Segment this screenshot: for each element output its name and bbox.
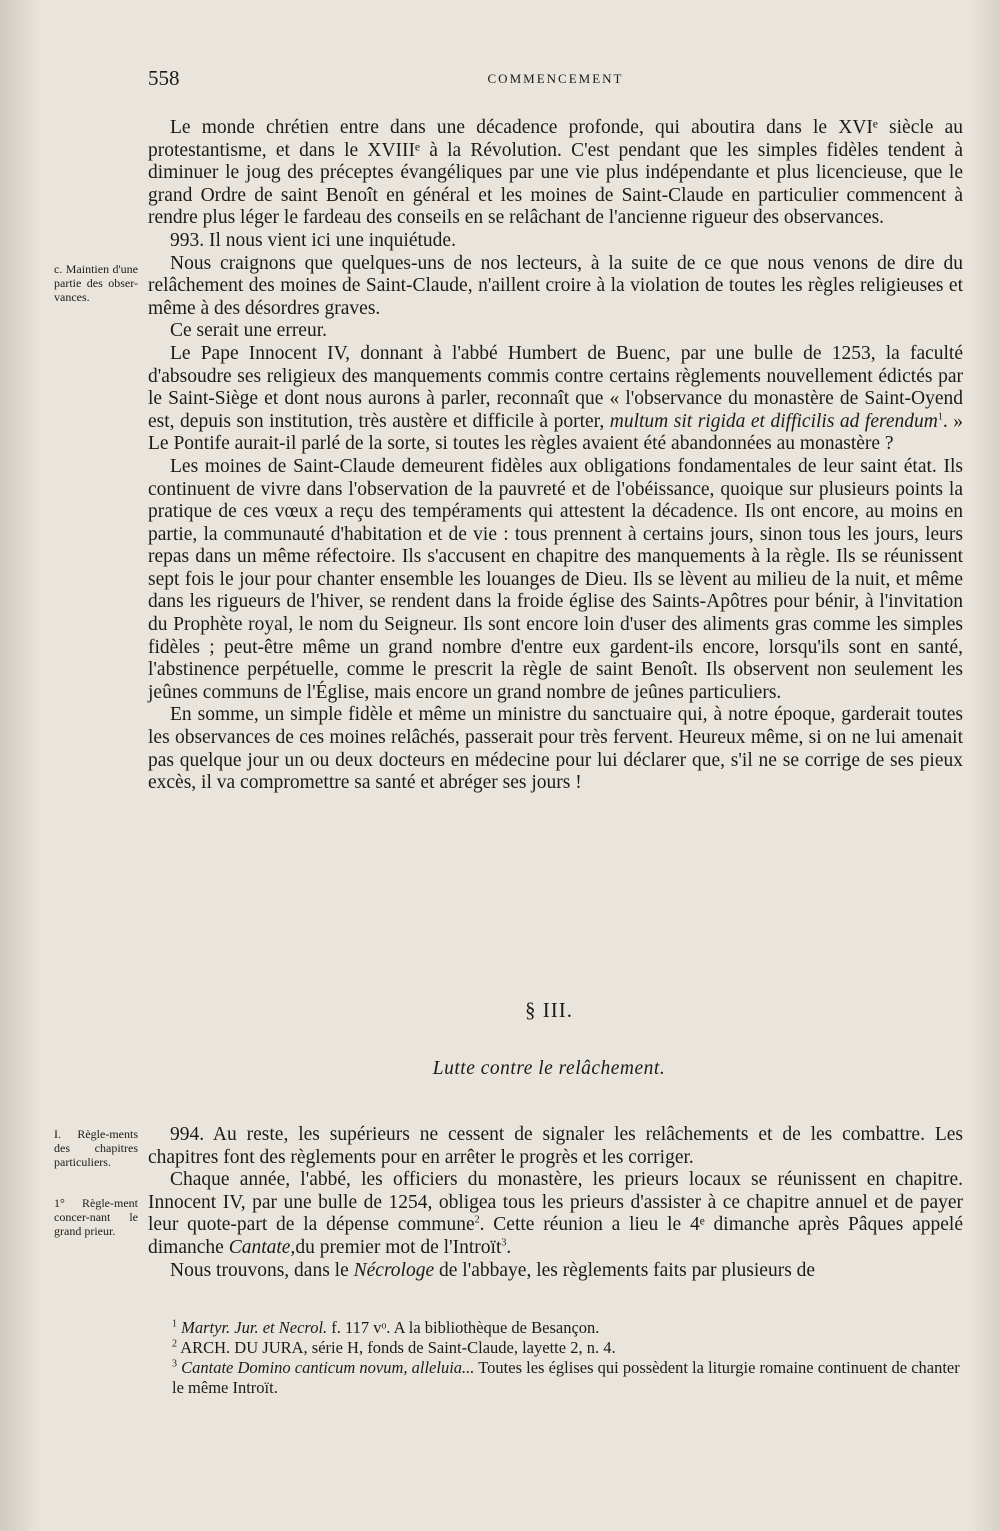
footnote-3 <box>172 1358 967 1398</box>
paragraph <box>148 1260 963 1283</box>
footnotes <box>172 1318 967 1398</box>
footnote-1 <box>172 1318 967 1338</box>
paragraph: Nous craignons que quelques-uns de nos lecteurs, à la suite de ce que nous venons de dire du relâchement des moines de Saint-Claude, n'aillent croire à la violation de toutes les règles religieuses et même à des désordres graves. <box>148 252 963 319</box>
paragraph <box>148 343 963 456</box>
page-number: 558 <box>148 66 180 90</box>
footnote-number: 2 <box>172 1338 177 1350</box>
latin-quote: multum sit rigida et difficilis ad ferendum <box>609 410 938 432</box>
footnote-ref: 2 <box>474 1214 480 1226</box>
text-span: du premier mot de l'Introït <box>295 1236 502 1258</box>
footnote-text: Toutes les églises qui possèdent la liturgie romaine continuent de chanter le même Introït. <box>172 1358 960 1397</box>
margin-note-reglements: I. Règle-ments des chapitres particuliers. <box>54 1127 138 1169</box>
page-header <box>148 66 963 92</box>
running-head: COMMENCEMENT <box>487 71 624 86</box>
text-span: Chaque année, l'abbé, les officiers du monastère, les prieurs locaux se réunissent en chapitre. Innocent IV, par une bulle de 1254, obligea tous les prieurs d'assister à ce chapitre annuel et de payer leur quote-part de la dépense commune <box>148 1169 963 1236</box>
text-span: . Cette réunion a lieu le 4ᵉ dimanche après Pâques appelé dimanche <box>148 1214 963 1258</box>
italic-word: Nécrologe <box>353 1259 435 1281</box>
footnote-number: 3 <box>172 1358 177 1370</box>
margin-note-grand-prieur: 1° Règle-ment concer-nant le grand prieur. <box>54 1196 138 1238</box>
paragraph-993: 993. Il nous vient ici une inquiétude. <box>170 229 456 251</box>
footnote-number: 1 <box>172 1318 177 1330</box>
section-number: § III. <box>525 998 573 1022</box>
text-span: . » Le Pontife aurait-il parlé de la sorte, si toutes les règles avaient été abandonnées au monastère ? <box>148 410 964 455</box>
italic-word: Cantate, <box>228 1236 296 1258</box>
paragraph-994: 994. Au reste, les supérieurs ne cessent de signaler les relâchements et de les combattre. Les chapitres font des règlements pour en arrêter le progrès et les corriger. <box>148 1124 963 1168</box>
footnote-source: Cantate Domino canticum novum, alleluia... <box>181 1358 475 1377</box>
footnote-text: f. 117 vᵒ. A la bibliothèque de Besançon. <box>331 1318 600 1337</box>
footnote-2 <box>172 1338 967 1358</box>
page-shadow-left <box>0 0 40 1531</box>
page-shadow-right <box>970 0 1000 1531</box>
paragraph: Les moines de Saint-Claude demeurent fidèles aux obligations fondamentales de leur saint état. Ils continuent de vivre dans l'observation de la pauvreté et de l'obéissance, quoique sur plusieurs points la pratique de ces vœux a reçu des tempéraments qui attestent la décadence. Ils ont encore, au moins en partie, la communauté d'habitation et de vie : tous prennent à certains jours, sinon tous les jours, leurs repas dans un même réfectoire. Ils s'accusent en chapitre des manquements à la règle. Ils se réunissent sept fois le jour pour chanter ensemble les louanges de Dieu. Ils se lèvent au milieu de la nuit, et même dans les rigueurs de l'hiver, se rendent dans la froide église des Saints-Apôtres pour bénir, à l'invitation du Prophète royal, le nom du Seigneur. Ils sont encore loin d'user des aliments gras comme les simples fidèles ; peut-être même un grand nombre d'entre eux gardent-ils encore, lorsqu'ils sont en santé, l'abstinence perpétuelle, comme le prescrit la règle de saint Benoît. Ils observent non seulement les jeûnes communs de l'Église, mais encore un grand nombre de jeûnes particuliers. <box>148 455 963 703</box>
footnote-text: ARCH. DU JURA, série H, fonds de Saint-Claude, layette 2, n. 4. <box>180 1338 616 1357</box>
footnote-source: Martyr. Jur. et Necrol. <box>181 1318 328 1337</box>
paragraph: Le monde chrétien entre dans une décadence profonde, qui aboutira dans le XVIᵉ siècle au protestantisme, et dans le XVIIIᵉ à la Révolution. C'est pendant que les simples fidèles tendent à diminuer le joug des préceptes évangéliques par une vie plus indépendante et plus licencieuse, que le grand Ordre de saint Benoît en général et les moines de Saint-Claude en particulier commencent à rendre plus léger le fardeau des conseils en se relâchant de l'ancienne rigueur des observances. <box>148 117 963 229</box>
text-span: Le Pape Innocent IV, donnant à l'abbé Humbert de Buenc, par une bulle de 1253, la faculté d'absoudre ses religieux des manquements commis contre certains règlements nouvellement édictés par le Saint-Siège et dont nous aurons à parler, reconnaît que « l'observance du monastère de Saint-Oyend est, depuis son institution, très austère et difficile à porter, <box>148 342 963 432</box>
footnote-ref: 1 <box>937 411 943 423</box>
text-block-top <box>148 117 963 795</box>
margin-note-maintien: c. Maintien d'une partie des obser-vances. <box>54 262 138 304</box>
footnote-ref: 3 <box>501 1237 507 1249</box>
text-block-bottom <box>148 1124 963 1282</box>
text-span: de l'abbaye, les règlements faits par plusieurs de <box>439 1259 816 1281</box>
paragraph <box>148 1169 963 1259</box>
paragraph: Ce serait une erreur. <box>170 320 328 342</box>
text-span: Nous trouvons, dans le <box>170 1259 349 1281</box>
section-title: Lutte contre le relâchement. <box>432 1058 666 1079</box>
text-span: . <box>506 1236 512 1258</box>
paragraph: En somme, un simple fidèle et même un ministre du sanctuaire qui, à notre époque, garderait toutes les observances de ces moines relâchés, passerait pour très fervent. Heureux même, si on ne lui amenait pas quelque jour un ou deux docteurs en médecine pour lui déclarer que, s'il ne se corrige de ses pieux excès, il va compromettre sa santé et abréger ses jours ! <box>148 704 963 794</box>
